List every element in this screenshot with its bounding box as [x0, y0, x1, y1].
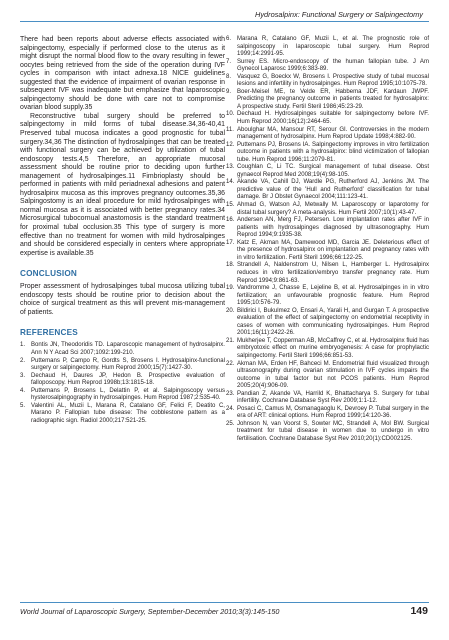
reference-item [226, 217, 429, 240]
reference-text: Andersen AN, Merg FJ, Petersen. Low implantation rates after IVF in patients with hydrosalpinges diagnosed by ultrasonography. Hum Reprod 1994;9:1935-38. [237, 217, 429, 239]
right-column [226, 36, 429, 444]
reference-text: Boer-Meisel ME, te Velde ER, Habbema JDF, Kardaun JWPF. Predicting the pregnancy outcome in patients treated for hydrosalpinx: A prospective study. Fertil Steril 1986;45:23-29. [237, 88, 429, 110]
reference-text: Dechaud H, Daures JP, Hedon B. Prospective evaluation of falloposcopy. Hum Reprod 1998b;13:1815-18. [31, 372, 225, 387]
reference-text: Vasquez G, Boeckx W, Brosens I. Prospective study of tubal mucosal lesions and infertility in hydrosalpinges. Hum Reprod 1995;10:1075-78. [237, 73, 429, 88]
reference-item [20, 388, 225, 403]
reference-item [226, 421, 429, 444]
reference-number: 4. [20, 387, 26, 394]
reference-item [226, 262, 429, 285]
reference-number: 9. [226, 88, 232, 95]
reference-text: Marana R, Catalano GF, Muzii L, et al. The prognostic role of salpingoscopy in laparoscopic tubal surgery. Hum Reprod 1999;14:2991-95. [237, 36, 429, 58]
reference-item [226, 36, 429, 59]
references-list-right [226, 36, 429, 444]
reference-text: Strandell A, Naldenstrom U, Nilsen L, Hamberger L. Hydrosalpinx reduces in vitro fertilization/embryo transfer pregnancy rate. Hum Reprod 1994;9:861-63. [237, 262, 429, 284]
reference-number: 15. [226, 202, 235, 209]
reference-number: 22. [226, 360, 235, 367]
reference-item [226, 285, 429, 308]
reference-item [226, 202, 429, 217]
reference-text: Surrey ES. Micro-endoscopy of the human fallopian tube. J Am Gynecol Laparosc 1999;6:383-89. [237, 58, 429, 73]
reference-item [20, 342, 225, 357]
reference-number: 18. [226, 262, 235, 269]
page-number: 149 [410, 605, 428, 617]
reference-item [226, 127, 429, 142]
reference-number: 7. [226, 58, 232, 65]
reference-item [20, 373, 225, 388]
reference-item [20, 358, 225, 373]
reference-number: 10. [226, 111, 235, 118]
reference-text: Puttemans P, Campo R, Gordts S, Brosens I. Hydrosalpinx-functional surgery or salpingectomy. Hum Reprod 2000;15(7):1427-30. [31, 357, 225, 372]
reference-text: Akande VA, Cahill DJ, Wardle PG, Rutherford AJ, Jenkins JM. The predictive value of the 'Hull and Rutherford' classification for tubal damage. Br J Obstet Gynaecol 2004;111:123-41. [237, 179, 429, 201]
reference-number: 1. [20, 342, 26, 349]
reference-text: Mukherjee T, Copperman AB, McCaffrey C, et al. Hydrosalpinx fluid has embryotoxic effect on murine embryogenesis: A case for prophylactic salpingectomy. Fertil Steril 1996;66:851-53. [237, 337, 429, 359]
references-list-left [20, 342, 225, 425]
reference-number: 6. [226, 36, 232, 42]
running-head: Hydrosalpinx: Functional Surgery or Salpingectomy [254, 10, 423, 19]
reference-number: 16. [226, 217, 235, 224]
left-column [20, 36, 225, 425]
reference-text: Dechaud H. Hydrosalpinges suitable for salpingectomy before IVF. Hum Reprod 2000;16(12):2464-65. [237, 111, 429, 126]
reference-number: 2. [20, 357, 26, 364]
reference-number: 24. [226, 405, 235, 412]
reference-text: Katz E, Akman MA, Damewood MD, Garcia JE. Deleterious effect of the presence of hydrosalpinx on implantation and pregnancy rates with in vitro fertilization. Fertil Steril 1996;66:122-25. [237, 239, 429, 261]
reference-number: 19. [226, 285, 235, 292]
reference-number: 11. [226, 126, 234, 133]
reference-item [226, 361, 429, 391]
reference-text: Akman MA, Erden HF, Bahceci M. Endometrial fluid visualized through ultrasonography during ovarian stimulation in IVF cycles impairs the outcome in tubal factor but not PCOS patients. Hum Reprod 2005;20(4):906-09. [237, 360, 429, 390]
reference-text: Puttemans PJ, Brosens IA. Salpingectomy improves in vitro fertilization outcome in patients with a hydrosalpinx: blind victimization of fallopian tube. Hum Reprod 1996;11:2079-81. [237, 141, 429, 163]
reference-item [226, 111, 429, 126]
reference-item [226, 59, 429, 74]
reference-text: Ahmad G, Watson AJ, Metwally M. Laparoscopy or laparotomy for distal tubal surgery? A meta-analysis. Hum Fertil 2007;10(1):43-47. [237, 202, 429, 216]
reference-item [226, 164, 429, 179]
reference-text: Coughlan C, Li TC. Surgical management of tubal disease. Obst gynaecol Reprod Med 2008;19(4):98-105. [237, 164, 429, 178]
reference-number: 8. [226, 73, 232, 80]
conclusion-paragraph: Proper assessment of hydrosalpinges tubal mucosa utilizing tubal endoscopy tests should be routine prior to decision about the choice of surgical treatment as this will prevent mis-management of patients. [20, 283, 225, 316]
header-rule [20, 21, 429, 22]
reference-number: 21. [226, 337, 235, 344]
reference-item [226, 308, 429, 338]
reference-number: 5. [20, 402, 26, 409]
reference-item [20, 403, 225, 426]
reference-text: Posaci C, Camus M, Osmanagaoglu K, Devroey P. Tubal surgery in the era of ART: clinical options. Hum Reprod 1999;14:120-36. [237, 405, 429, 420]
reference-item [226, 240, 429, 263]
reference-item [226, 74, 429, 89]
reference-number: 25. [226, 420, 235, 427]
body-paragraph-2: Reconstructive tubal surgery should be preferred to salpingectomy in mild forms of tubal disease.34,36-40,41 Preserved tubal mucosa indicates a good prognostic for tubal surgery.34,36 The distinction of hydrosalpinges that can be treated with functional surgery can be achieved by utilization of tubal endoscopy tests.4,5 Therefore, an appropriate mucosal assessment should be routine prior to deciding upon further management of hydrosalpinges.11 Fimbrioplasty should be performed in patients with mild periadnexal adhesions and patent hydrosalpinx mucosa as this improves pregnancy outcomes.35,36 Salpingostomy is an ideal procedure for mild hydrosalpinges with normal mucosa as it is associated with better pregnancy rates.34 Microsurgical tubocornual anastomosis is the standard treatment for proximal tubal occlusion.35 This type of surgery is more effective than no treatment for women with mild hydrosalpinges and should be considered especially in centers where appropriate expertise is available.35 [20, 112, 225, 257]
reference-text: Johnson N, van Voorst S, Sowter MC, Strandell A, Mol BW. Surgical treatment for tubal disease in women due to undergo in vitro fertilisation. Cochrane Database Syst Rev 2010;20(1):CD002125. [237, 420, 429, 442]
reference-item [226, 179, 429, 202]
reference-item [226, 89, 429, 112]
reference-number: 14. [226, 179, 235, 186]
reference-item [226, 406, 429, 421]
reference-text: Bildirici I, Bukulmez O, Ensari A, Yarali H, and Gurgan T. A prospective evaluation of the effect of salpingectomy on endometrial receptivity in cases of women with communicating hydrosalpinges. Hum Reprod 2001;16(11):2422-26. [237, 307, 429, 337]
footer-rule [20, 602, 429, 603]
reference-item [226, 391, 429, 406]
reference-text: Valentini AL, Muzii L, Marana R, Catalano GF, Felici F, Deatito C, Marano P. Fallopian tube disease: The cobblestone pattern as a radiographic sign. Radiol 2000;217:521-25. [31, 402, 225, 424]
reference-item [226, 142, 429, 165]
reference-text: Aboulghar MA, Mansour RT, Serour GI. Controversies in the modern management of hydrosalpinx. Hum Reprod Update 1998;4:882-90. [237, 126, 429, 141]
reference-text: Puttemans P, Brosens L, Delattin P, et al. Salpingoscopy versus hysterosalpingography in hydrosalpinges. Hum Reprod 1987;2:535-40. [31, 387, 225, 402]
footer-journal-citation: World Journal of Laparoscopic Surgery, September-December 2010;3(3):145-150 [20, 607, 280, 616]
reference-number: 13. [226, 164, 235, 171]
reference-number: 23. [226, 390, 235, 397]
reference-item [226, 338, 429, 361]
conclusion-heading: CONCLUSION [20, 269, 78, 279]
reference-text: Vandromme J, Chasse E, Lejeline B, et al. Hydrosalpinges in in vitro fertilization; an unfavourable prognostic feature. Hum Reprod 1995;10:576-79. [237, 285, 429, 307]
reference-number: 12. [226, 141, 235, 148]
reference-text: Pandian Z, Akande VA, Harrild K, Bhattacharya S. Surgery for tubal infertility. Cochrane Database Syst Rev 2009;1:1-12. [237, 390, 429, 405]
body-paragraph-1: There had been reports about adverse effects associated with salpingectomy, especially if performed close to the uterus as it might disrupt the normal blood flow to the ovary resulting in fewer oocytes being retrieved from the side of the operation during IVF cycles in comparison with intact adnexa.18 NICE guidelines suggested that the evidence of impairment of ovarian response in subsequent IVF was inadequate but emphasize that laparoscopic salpingectomy should be done with care not to compromise ovarian blood supply.35 [20, 36, 225, 112]
reference-number: 20. [226, 307, 235, 314]
reference-number: 17. [226, 239, 235, 246]
references-heading: REFERENCES [20, 328, 78, 338]
reference-number: 3. [20, 372, 26, 379]
reference-text: Bontis JN, Theodoridis TD. Laparoscopic management of hydrosalpinx. Ann N Y Acad Sci 2007;1092:199-210. [31, 342, 225, 356]
